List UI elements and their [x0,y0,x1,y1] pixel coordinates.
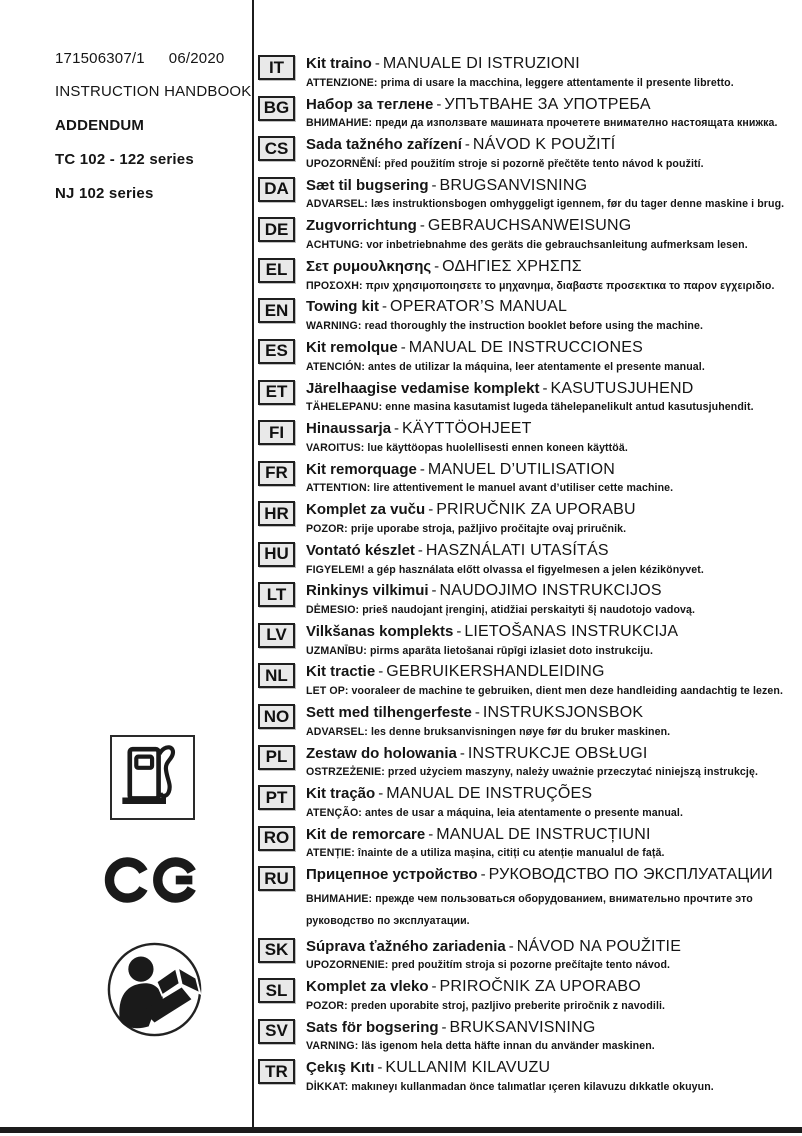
entry-body [306,662,783,699]
document-date: 06/2020 [168,50,225,67]
language-entry [258,54,795,91]
entry-body [306,216,748,253]
addendum-label: ADDENDUM [55,117,145,134]
document-number: 171506307/1 [55,50,145,67]
title-separator: - [419,217,425,235]
title-separator: - [459,744,465,762]
entry-warning: WARNING: read thoroughly the instruction booklet before using the machine. [306,320,704,333]
kit-name: Kit remolque [306,338,398,356]
language-code-badge: PT [258,785,295,810]
column-divider [252,0,254,1127]
language-code-badge: DE [258,217,295,242]
language-code-badge: RO [258,826,295,851]
title-separator: - [542,379,548,397]
language-code-badge: FR [258,461,295,486]
entry-title [306,825,665,846]
entry-title [306,1018,655,1039]
document-info-column [55,50,252,202]
manual-name: NÁVOD NA POUŽITIE [516,937,682,955]
language-entry [258,744,795,781]
entry-body [306,135,704,172]
language-code-badge: EL [258,258,295,283]
entry-title [306,297,703,318]
kit-name: Kit remorquage [306,460,417,478]
language-code-badge: NL [258,663,295,688]
language-entry [258,1018,795,1055]
language-code-badge: LT [258,582,295,607]
language-code-badge: PL [258,745,295,770]
language-entry [258,176,795,213]
entry-body [306,95,778,132]
title-separator: - [431,176,437,194]
language-entry [258,937,795,974]
entry-title [306,176,784,197]
language-entry [258,865,795,932]
entry-title [306,744,758,765]
entry-body [306,338,705,375]
kit-name: Vontató készlet [306,541,415,559]
manual-name: BRUKSANVISNING [449,1018,596,1036]
language-code-badge: IT [258,55,295,80]
manual-name: KASUTUSJUHEND [550,379,694,397]
entry-title [306,338,705,359]
language-entry [258,419,795,456]
manual-name: NÁVOD K POUŽITÍ [472,136,616,154]
entry-title [306,581,695,602]
language-entry [258,703,795,740]
entry-title [306,1058,714,1079]
entry-title [306,135,704,156]
title-separator: - [456,622,462,640]
kit-name: Vilkšanas komplekts [306,622,454,640]
document-reference [55,50,247,67]
entry-warning: UPOZORNĚNÍ: před použitím stroje si pozorně přečtěte tento návod k použití. [306,157,704,170]
manual-name: LIETOŠANAS INSTRUKCIJA [464,622,679,640]
language-entry [258,257,795,294]
language-list [258,54,795,1099]
language-code-badge: BG [258,96,295,121]
title-separator: - [431,582,437,600]
kit-name: Çekış Kıtı [306,1059,375,1077]
kit-name: Sada tažného zařízení [306,136,462,154]
kit-name: Набор за теглене [306,95,434,113]
title-separator: - [400,338,406,356]
entry-body [306,784,683,821]
language-code-badge: CS [258,136,295,161]
entry-warning: DĖMESIO: prieš naudojant įrenginį, atidžiai perskaityti šį naudotojo vadovą. [306,604,696,617]
language-entry [258,338,795,375]
entry-body [306,1018,655,1055]
kit-name: Towing kit [306,298,380,316]
title-separator: - [431,978,437,996]
entry-warning: POZOR: prije uporabe stroja, pažljivo pročitajte ovaj priručnik. [306,522,627,535]
manual-name: HASZNÁLATI UTASÍTÁS [425,541,609,559]
kit-name: Zestaw do holowania [306,744,457,762]
entry-warning: ATENȚIE: înainte de a utiliza mașina, citiți cu atenție manualul de față. [306,847,665,860]
language-code-badge: ES [258,339,295,364]
entry-body [306,977,665,1014]
read-manual-icon [106,941,203,1038]
kit-name: Komplet za vuču [306,501,426,519]
language-code-badge: DA [258,177,295,202]
manual-name: MANUAL DE INSTRUCȚIUNI [436,825,651,843]
entry-title [306,54,734,75]
language-entry [258,135,795,172]
title-separator: - [508,937,514,955]
entry-body [306,500,636,537]
entry-body [306,1058,714,1095]
entry-body [306,865,773,932]
manual-name: УПЪТВАНЕ ЗА УПОТРЕБА [444,95,651,113]
language-code-badge: SL [258,978,295,1003]
manual-name: NAUDOJIMO INSTRUKCIJOS [439,582,662,600]
entry-title [306,622,678,643]
title-separator: - [474,704,480,721]
entry-warning: ВНИМАНИЕ: прежде чем пользоваться оборудованием, внимательно прочтите это руководство по эксплуатации. [306,893,753,928]
entry-warning: VAROITUS: lue käyttöopas huolellisesti ennen koneen käyttöä. [306,441,628,454]
language-entry [258,541,795,578]
entry-warning: UZMANĪBU: pirms aparāta lietošanai rūpīgi izlasiet doto instrukciju. [306,644,654,657]
entry-warning: OSTRZEŻENIE: przed użyciem maszyny, należy uważnie przeczytać niniejszą instrukcję. [306,766,759,779]
kit-name: Sats för bogsering [306,1018,439,1036]
language-code-badge: FI [258,420,295,445]
kit-name: Rinkinys vilkimui [306,582,429,600]
entry-warning: ATENÇÃO: antes de usar a máquina, leia atentamente o presente manual. [306,806,683,819]
entry-title [306,216,748,237]
manual-name: INSTRUKSJONSBOK [482,704,644,721]
entry-title [306,460,673,481]
kit-name: Hinaussarja [306,420,392,438]
language-entry [258,297,795,334]
kit-name: Kit tração [306,785,376,803]
handbook-label: INSTRUCTION HANDBOOK [55,83,252,100]
title-separator: - [441,1018,447,1036]
title-separator: - [378,785,384,803]
language-code-badge: LV [258,623,295,648]
entry-warning: TÄHELEPANU: enne masina kasutamist lugeda tähelepanelikult antud kasutusjuhendit. [306,401,754,414]
language-code-badge: HR [258,501,295,526]
title-separator: - [436,95,442,113]
manual-name: MANUALE DI ISTRUZIONI [382,55,580,72]
entry-body [306,257,775,294]
kit-name: Прицепное устройство [306,866,478,884]
entry-title [306,662,783,683]
kit-name: Σετ ρυμουλκησης [306,257,432,275]
language-code-badge: SV [258,1019,295,1044]
entry-warning: ADVARSEL: les denne bruksanvisningen nøye før du bruker maskinen. [306,725,671,738]
title-separator: - [419,460,425,478]
language-entry [258,977,795,1014]
language-entry [258,622,795,659]
language-entry [258,460,795,497]
entry-title [306,500,636,521]
series-tc-label: TC 102 - 122 series [55,151,194,168]
entry-body [306,419,628,456]
language-entry [258,662,795,699]
entry-warning: UPOZORNENIE: pred použitím stroja si pozorne prečítajte tento návod. [306,959,671,972]
entry-body [306,622,678,659]
manual-name: ΟΔΗΓΙΕΣ ΧΡΗΣΠΣ [442,257,582,275]
language-entry [258,95,795,132]
fuel-pump-icon [110,735,195,820]
entry-warning: ATENCIÓN: antes de utilizar la máquina, leer atentamente el presente manual. [306,360,705,373]
entry-warning: LET OP: vooraleer de machine te gebruiken, dient men deze handleiding aandachtig te lezen. [306,685,783,698]
kit-name: Kit tractie [306,663,376,681]
manual-name: GEBRAUCHSANWEISUNG [427,217,632,235]
entry-title [306,977,665,998]
manual-name: OPERATOR’S MANUAL [390,298,568,316]
entry-body [306,460,673,497]
entry-warning: ATTENTION: lire attentivement le manuel avant d’utiliser cette machine. [306,482,674,495]
entry-body [306,744,758,781]
entry-warning: POZOR: preden uporabite stroj, pazljivo preberite priročnik z navodili. [306,999,666,1012]
entry-body [306,825,665,862]
entry-title [306,937,681,958]
language-code-badge: RU [258,866,295,891]
entry-warning: ВНИМАНИЕ: преди да използвате машината прочетете внимателно настоящата книжка. [306,117,778,130]
entry-body [306,937,681,974]
entry-title [306,541,704,562]
entry-title [306,257,775,278]
language-entry [258,379,795,416]
entry-title [306,95,778,116]
title-separator: - [417,541,423,559]
language-code-badge: NO [258,704,295,729]
entry-title [306,784,683,805]
manual-name: MANUEL D’UTILISATION [427,460,615,478]
entry-body [306,176,784,213]
entry-body [306,54,734,91]
manual-name: BRUGSANVISNING [439,176,588,194]
language-entry [258,825,795,862]
kit-name: Järelhaagise vedamise komplekt [306,379,540,397]
title-separator: - [480,866,486,884]
entry-warning: VARNING: läs igenom hela detta häfte innan du använder maskinen. [306,1040,655,1053]
title-separator: - [378,663,384,681]
entry-body [306,379,754,416]
kit-name: Zugvorrichtung [306,217,417,235]
kit-name: Sett med tilhengerfeste [306,704,472,721]
entry-warning: ADVARSEL: læs instruktionsbogen omhyggeligt igennem, før du tager denne maskine i brug. [306,198,785,211]
manual-name: PRIROČNIK ZA UPORABO [439,978,641,996]
series-nj-label: NJ 102 series [55,185,154,202]
manual-name: PRIRUČNIK ZA UPORABU [436,501,636,519]
language-entry [258,1058,795,1095]
entry-warning: ACHTUNG: vor inbetriebnahme des geräts die gebrauchsanleitung aufmerksam lesen. [306,239,748,252]
language-entry [258,581,795,618]
language-code-badge: HU [258,542,295,567]
ce-mark-icon [103,845,201,915]
entry-body [306,541,704,578]
language-code-badge: ET [258,380,295,405]
language-entry [258,216,795,253]
language-entry [258,784,795,821]
manual-name: MANUAL DE INSTRUÇÕES [386,785,593,803]
kit-name: Súprava ťažného zariadenia [306,937,506,955]
entry-title [306,703,670,724]
language-code-badge: SK [258,938,295,963]
entry-warning: FIGYELEM! a gép használata előtt olvassa el figyelmesen a jelen kézikönyvet. [306,563,704,576]
kit-name: Kit traino [306,55,372,72]
title-separator: - [377,1059,383,1077]
manual-name: РУКОВОДСТВО ПО ЭКСПЛУАТАЦИИ [488,866,773,884]
entry-title [306,419,628,440]
title-separator: - [394,420,400,438]
entry-warning: DİKKAT: makıneyı kullanmadan önce talımatlar ıçeren kilavuzu dıkkatle okuyun. [306,1081,714,1093]
title-separator: - [434,257,440,275]
title-separator: - [428,501,434,519]
language-code-badge: TR [258,1059,295,1084]
manual-name: KÄYTTÖOHJEET [402,420,532,438]
entry-body [306,297,703,334]
entry-body [306,581,695,618]
kit-name: Kit de remorcare [306,825,426,843]
manual-name: KULLANIM KILAVUZU [385,1059,551,1077]
entry-warning: ATTENZIONE: prima di usare la macchina, leggere attentamente il presente libretto. [306,76,734,89]
entry-body [306,703,670,740]
kit-name: Sæt til bugsering [306,176,429,194]
language-code-badge: EN [258,298,295,323]
manual-name: MANUAL DE INSTRUCCIONES [408,338,643,356]
language-entry [258,500,795,537]
entry-title [306,865,773,886]
entry-warning: ΠΡΟΣΟΧΗ: πριν χρησιμοποιησετε το μηχανημα, διαβαστε προσεκτικα το παρον εγχειριδιο. [306,279,775,292]
entry-title [306,379,754,400]
title-separator: - [374,55,380,72]
title-separator: - [382,298,388,316]
kit-name: Komplet za vleko [306,978,429,996]
footer-rule [0,1127,802,1133]
title-separator: - [428,825,434,843]
manual-name: GEBRUIKERSHANDLEIDING [386,663,605,681]
manual-name: INSTRUKCJE OBSŁUGI [467,744,648,762]
title-separator: - [464,136,470,154]
